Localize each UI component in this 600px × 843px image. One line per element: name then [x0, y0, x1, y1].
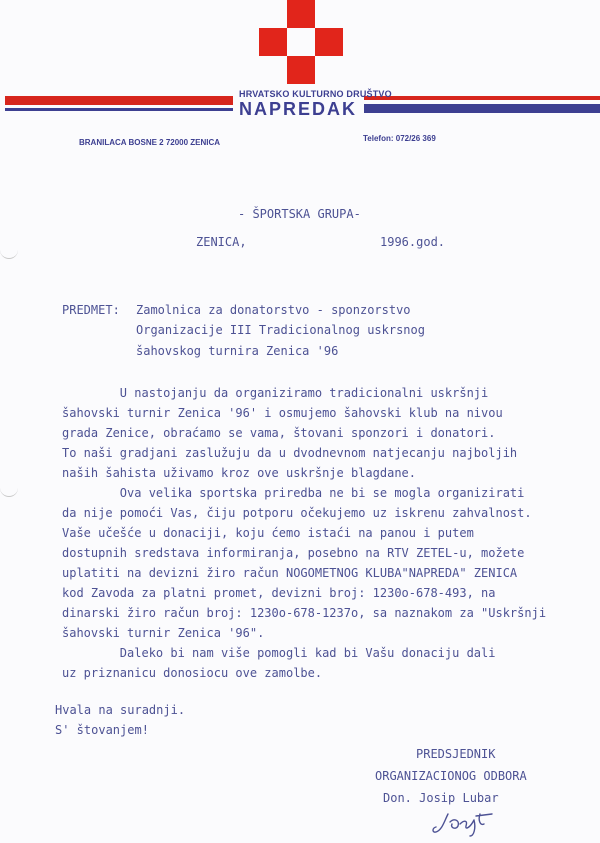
- body-line: uplatiti na devizni žiro račun NOGOMETNOG KLUBA"NAPREDA" ZENICA: [62, 566, 518, 580]
- body-line: Ova velika sportska priredba ne bi se mogla organizirati: [62, 486, 525, 500]
- body-line: Daleko bi nam više pomogli kad bi Vašu donaciju dali: [62, 646, 496, 660]
- closing-regards: S' štovanjem!: [55, 723, 149, 737]
- org-phone: Telefon: 072/26 369: [363, 134, 436, 143]
- subject-line: Organizacije III Tradicionalnog uskrsnog: [136, 323, 425, 337]
- body-line: To naši gradjani zaslužuju da u dvodnevnom natjecanju najboljih: [62, 446, 518, 460]
- subject-label: PREDMET:: [62, 303, 120, 317]
- letterhead-red-stripe-left: [5, 96, 233, 105]
- org-address: BRANILACA BOSNE 2 72000 ZENICA: [79, 138, 221, 147]
- org-subtitle: HRVATSKO KULTURNO DRUŠTVO: [239, 89, 392, 99]
- body-line: šahovski turnir Zenica '96".: [62, 626, 265, 640]
- punch-hole-mark: [0, 250, 18, 259]
- checkerboard-logo: [259, 0, 343, 84]
- letterhead-red-stripe-right: [364, 96, 600, 100]
- subject-line: Zamolnica za donatorstvo - sponzorstvo: [136, 303, 411, 317]
- body-line: da nije pomoći Vas, čiju potporu očekujemo uz iskrenu zahvalnost.: [62, 506, 532, 520]
- group-heading: - ŠPORTSKA GRUPA-: [238, 207, 361, 221]
- letterhead-blue-stripe-left: [5, 108, 233, 111]
- closing-thanks: Hvala na suradnji.: [55, 703, 186, 717]
- signature-committee: ORGANIZACIONOG ODBORA: [375, 769, 527, 783]
- body-line: naših šahista uživamo kroz ove uskršnje blagdane.: [62, 466, 417, 480]
- letterhead-blue-stripe-right: [364, 104, 600, 113]
- body-line: Vaše učešće u donaciji, koju ćemo istaći na panou i putem: [62, 526, 474, 540]
- body-line: grada Zenice, obraćamo se vama, štovani sponzori i donatori.: [62, 426, 496, 440]
- body-line: dinarski žiro račun broj: 1230o-678-1237o, sa naznakom za "Uskršnji: [62, 606, 547, 620]
- body-line: uz priznanicu donosiocu ove zamolbe.: [62, 666, 323, 680]
- body-line: dostupnih sredstava informiranja, posebno na RTV ZETEL-u, možete: [62, 546, 525, 560]
- signature-name: Don. Josip Lubar: [383, 791, 499, 805]
- org-name: NAPREDAK: [239, 99, 358, 119]
- subject-line: šahovskog turnira Zenica '96: [136, 344, 339, 358]
- body-line: šahovski turnir Zenica '96' i osmujemo šahovski klub na nivou: [62, 406, 503, 420]
- punch-hole-mark: [0, 488, 18, 497]
- body-line: U nastojanju da organiziramo tradicionalni uskršnji: [62, 386, 489, 400]
- body-line: kod Zavoda za platni promet, devizni broj: 1230o-678-493, na: [62, 586, 496, 600]
- signature-title: PREDSJEDNIK: [416, 747, 496, 761]
- city: ZENICA,: [196, 235, 247, 249]
- handwritten-signature: [430, 808, 500, 838]
- date: 1996.god.: [380, 235, 446, 249]
